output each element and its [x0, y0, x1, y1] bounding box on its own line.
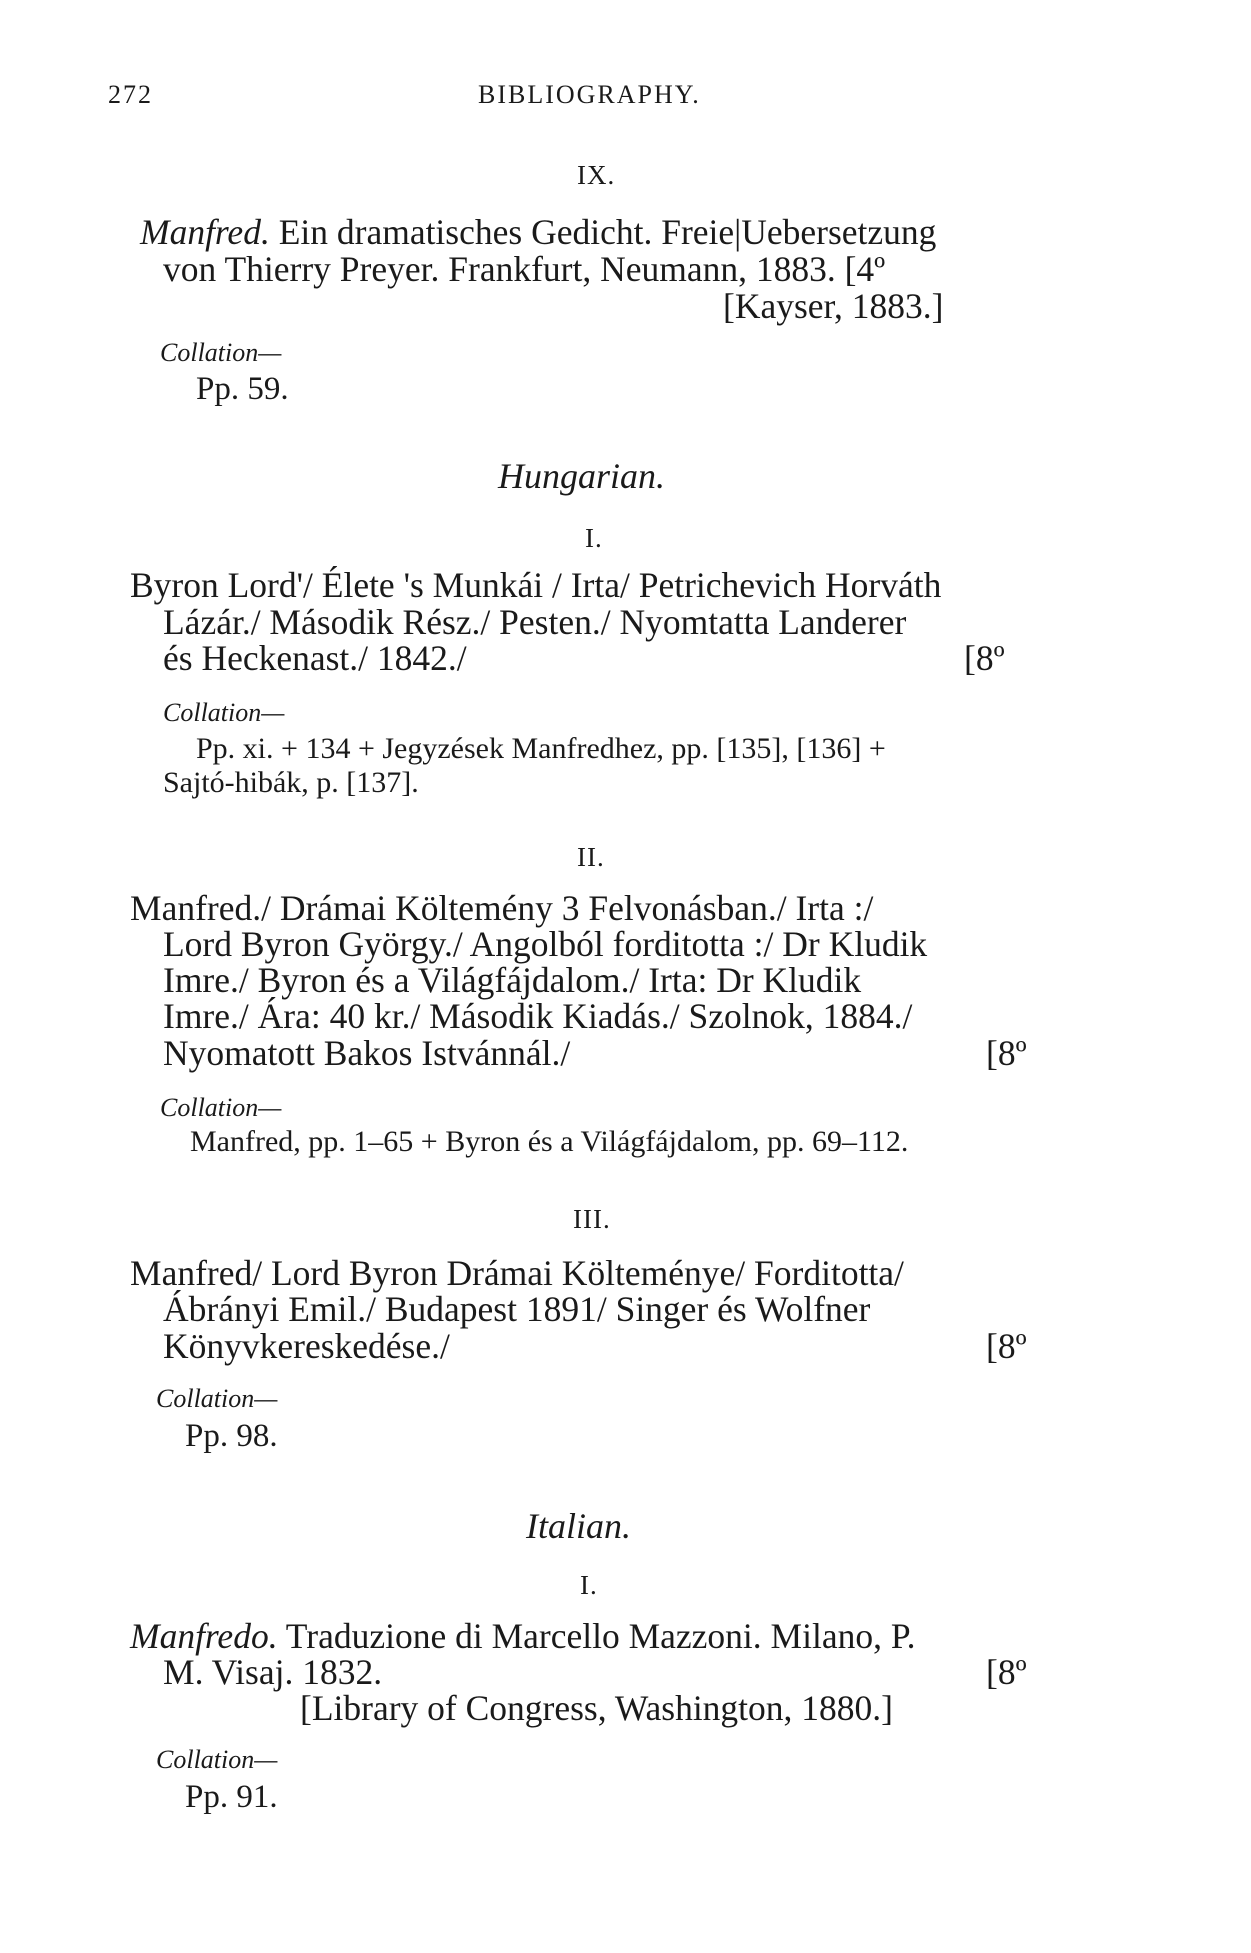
- entry-line: [Kayser, 1883.]: [723, 286, 944, 326]
- section-number: IX.: [577, 160, 616, 190]
- collation-label: Collation—: [156, 1384, 278, 1413]
- running-title: BIBLIOGRAPHY.: [478, 80, 701, 109]
- entry-line: Imre./ Ára: 40 kr./ Második Kiadás./ Szolnok, 1884./: [163, 996, 913, 1036]
- format-note: [8º: [964, 638, 1005, 678]
- collation-value: Pp. 98.: [185, 1418, 278, 1454]
- page-number: 272: [108, 80, 153, 109]
- entry-line: von Thierry Preyer. Frankfurt, Neumann, 1883. [4º: [163, 249, 886, 289]
- entry-line: Lord Byron György./ Angolból forditotta :/ Dr Kludik: [163, 924, 928, 964]
- entry-line: Manfred/ Lord Byron Drámai Költeménye/ Forditotta/: [130, 1253, 904, 1293]
- format-note: [8º: [986, 1326, 1027, 1366]
- section-number: I.: [585, 523, 603, 553]
- entry-line: Manfredo. Traduzione di Marcello Mazzoni. Milano, P.: [130, 1616, 916, 1656]
- entry-line: Lázár./ Második Rész./ Pesten./ Nyomtatta Landerer: [163, 602, 907, 642]
- entry-line: M. Visaj. 1832.: [163, 1652, 383, 1692]
- entry-line: Ábrányi Emil./ Budapest 1891/ Singer és Wolfner: [163, 1289, 871, 1329]
- collation-label: Collation—: [160, 338, 282, 367]
- collation-label: Collation—: [160, 1093, 282, 1122]
- entry-line: Byron Lord'/ Élete 's Munkái / Irta/ Petrichevich Horváth: [130, 565, 942, 605]
- collation-label: Collation—: [163, 698, 285, 727]
- collation-value: Pp. xi. + 134 + Jegyzések Manfredhez, pp. [135], [136] +: [196, 732, 886, 765]
- format-note: [8º: [986, 1033, 1027, 1073]
- collation-label: Collation—: [156, 1745, 278, 1774]
- collation-value: Sajtó-hibák, p. [137].: [163, 766, 419, 799]
- collation-value: Pp. 91.: [185, 1779, 278, 1815]
- language-heading: Hungarian.: [498, 456, 666, 496]
- language-heading: Italian.: [526, 1506, 631, 1546]
- entry-line: [Library of Congress, Washington, 1880.]: [300, 1688, 893, 1728]
- entry-title: Manfredo.: [130, 1616, 278, 1656]
- entry-line: Nyomatott Bakos Istvánnál./: [163, 1033, 571, 1073]
- entry-line: és Heckenast./ 1842./: [163, 638, 467, 678]
- entry-line: Könyvkereskedése./: [163, 1326, 450, 1366]
- section-number: III.: [573, 1204, 611, 1234]
- entry-line: Manfred. Ein dramatisches Gedicht. Freie|Uebersetzung: [140, 212, 937, 252]
- format-note: [8º: [986, 1652, 1027, 1692]
- section-number: I.: [580, 1570, 598, 1600]
- entry-line: Manfred./ Drámai Költemény 3 Felvonásban./ Irta :/: [130, 888, 874, 928]
- entry-title: Manfred.: [140, 212, 270, 252]
- collation-value: Manfred, pp. 1–65 + Byron és a Világfájdalom, pp. 69–112.: [190, 1125, 909, 1158]
- entry-line: Imre./ Byron és a Világfájdalom./ Irta: Dr Kludik: [163, 960, 862, 1000]
- section-number: II.: [577, 842, 605, 872]
- collation-value: Pp. 59.: [196, 371, 289, 407]
